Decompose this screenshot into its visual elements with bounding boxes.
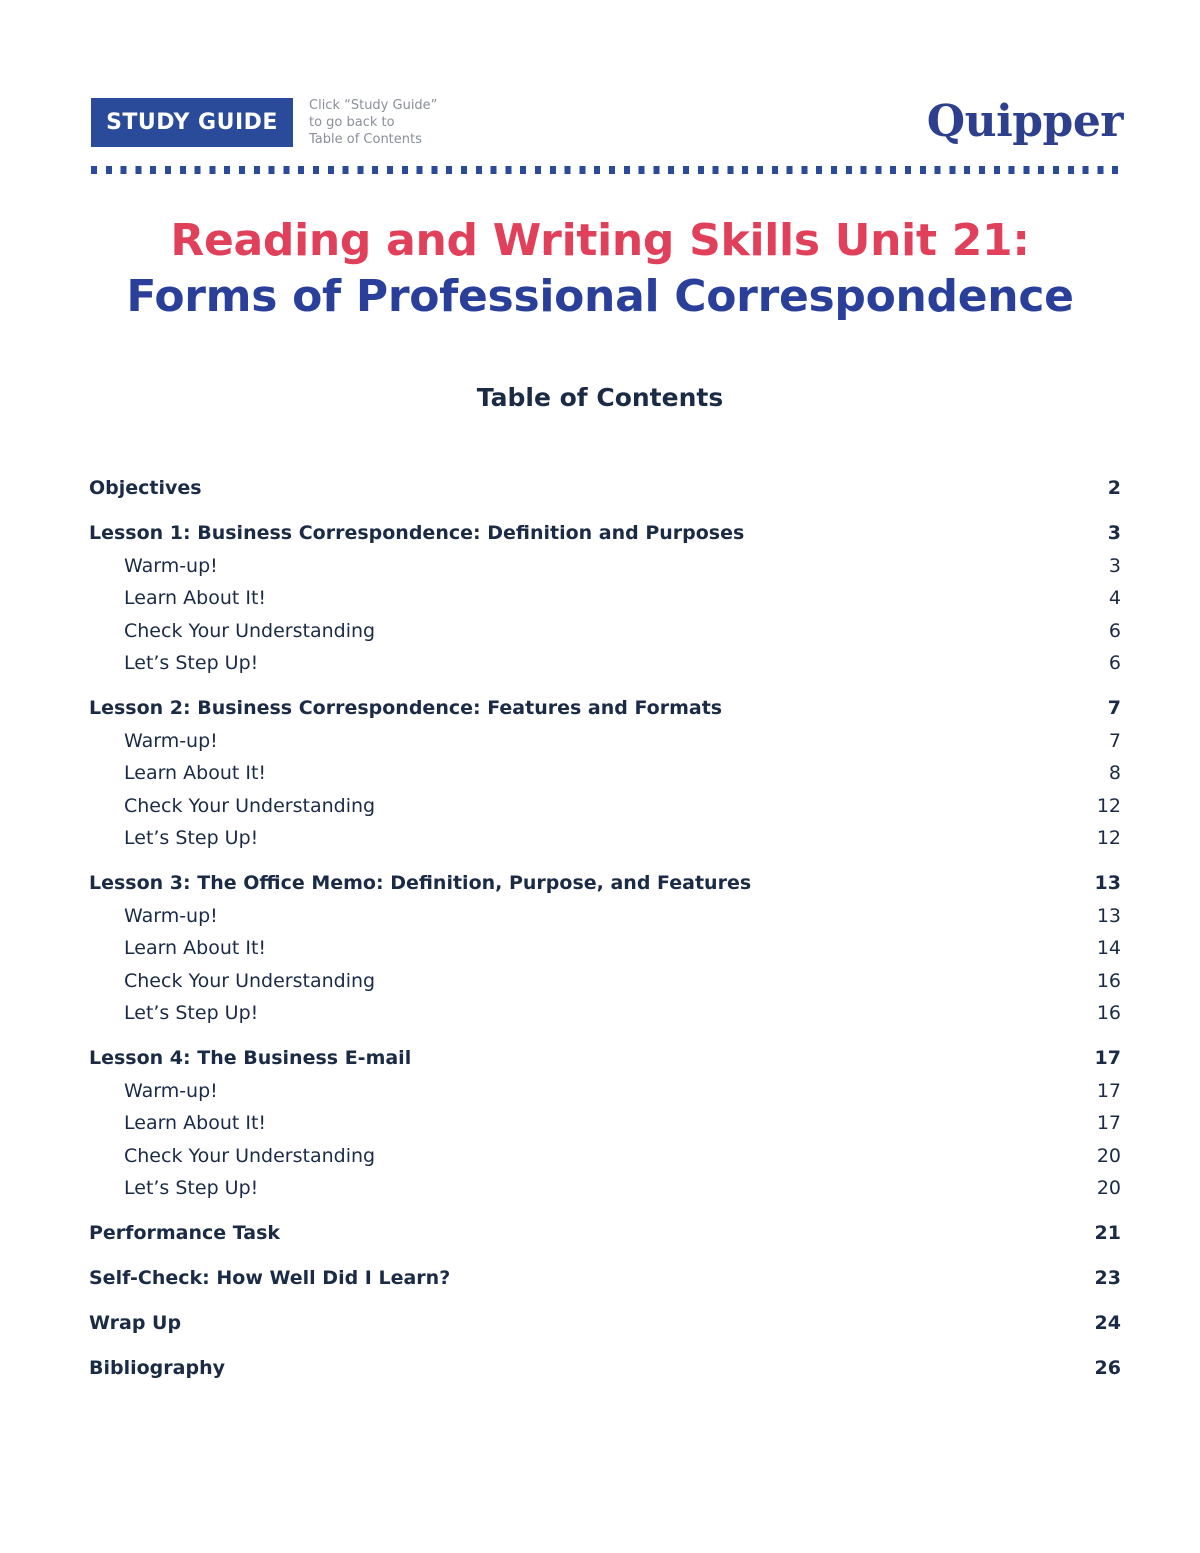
toc-entry-label: Learn About It! [124,762,267,785]
toc-section-link[interactable] [89,472,1121,505]
toc-entry-label: Let’s Step Up! [124,1177,259,1200]
toc-entry-page-number: 26 [1094,1357,1121,1380]
toc-entry-label: Bibliography [89,1357,225,1380]
toc-entry-page-number: 24 [1094,1312,1121,1335]
toc-entry-page-number: 16 [1096,1002,1121,1025]
hint-line: Table of Contents [309,132,422,147]
toc-section-link[interactable] [89,1307,1121,1340]
toc-entry-label: Wrap Up [89,1312,182,1335]
toc-entry-label: Learn About It! [124,1112,267,1135]
toc-entry-page-number: 20 [1096,1177,1121,1200]
toc-subsection-link[interactable] [89,900,1121,933]
study-guide-button[interactable]: STUDY GUIDE [91,98,293,147]
toc-subsection-link[interactable] [89,1172,1121,1205]
toc-section-link[interactable] [89,517,1121,550]
unit-title: Reading and Writing Skills Unit 21: [170,215,1030,266]
toc-entry-label: Let’s Step Up! [124,827,259,850]
hint-line: Click “Study Guide” [309,98,438,113]
toc-section-link[interactable] [89,1262,1121,1295]
toc-subsection-link[interactable] [89,1140,1121,1173]
toc-entry-label: Performance Task [89,1222,281,1245]
toc-entry-page-number: 12 [1096,794,1121,817]
toc-entry-label: Learn About It! [124,937,267,960]
toc-subsection-link[interactable] [89,582,1121,615]
toc-entry-page-number: 6 [1108,652,1121,675]
toc-entry-label: Warm-up! [124,729,218,752]
toc-entry-page-number: 13 [1094,872,1121,895]
toc-section-link[interactable] [89,867,1121,900]
toc-entry-page-number: 13 [1096,904,1121,927]
toc-entry-label: Learn About It! [124,587,267,610]
toc-entry-label: Self-Check: How Well Did I Learn? [89,1267,451,1290]
toc-entry-label: Lesson 4: The Business E-mail [89,1047,412,1070]
toc-entry-label: Objectives [89,477,202,500]
table-of-contents [89,472,1121,1385]
toc-entry-page-number: 3 [1107,522,1121,545]
toc-entry-page-number: 2 [1107,477,1121,500]
hint-line: to go back to [309,115,395,130]
toc-subsection-link[interactable] [89,1075,1121,1108]
toc-entry-label: Check Your Understanding [124,619,376,642]
toc-entry-label: Lesson 3: The Office Memo: Definition, Purpose, and Features [89,872,752,895]
toc-section-link[interactable] [89,1352,1121,1385]
toc-entry-page-number: 8 [1108,762,1121,785]
toc-subsection-link[interactable] [89,822,1121,855]
toc-subsection-link[interactable] [89,790,1121,823]
toc-section-link[interactable] [89,1042,1121,1075]
toc-entry-label: Warm-up! [124,1079,218,1102]
toc-entry-page-number: 23 [1094,1267,1121,1290]
toc-entry-page-number: 12 [1096,827,1121,850]
toc-entry-label: Warm-up! [124,904,218,927]
toc-entry-page-number: 14 [1096,937,1121,960]
toc-heading: Table of Contents [476,383,724,412]
toc-entry-page-number: 17 [1096,1079,1121,1102]
toc-subsection-link[interactable] [89,647,1121,680]
study-guide-hint [309,97,437,148]
toc-entry-page-number: 17 [1096,1112,1121,1135]
toc-subsection-link[interactable] [89,997,1121,1030]
toc-entry-label: Lesson 1: Business Correspondence: Definition and Purposes [89,522,745,545]
toc-subsection-link[interactable] [89,725,1121,758]
toc-entry-page-number: 6 [1108,619,1121,642]
toc-subsection-link[interactable] [89,757,1121,790]
toc-subsection-link[interactable] [89,932,1121,965]
toc-section-link[interactable] [89,692,1121,725]
quipper-logo: Quipper [926,96,1123,147]
toc-subsection-link[interactable] [89,965,1121,998]
toc-entry-page-number: 16 [1096,969,1121,992]
toc-entry-page-number: 17 [1094,1047,1121,1070]
toc-entry-label: Lesson 2: Business Correspondence: Features and Formats [89,697,723,720]
toc-entry-label: Let’s Step Up! [124,652,259,675]
unit-subtitle: Forms of Professional Correspondence [126,271,1074,322]
toc-subsection-link[interactable] [89,615,1121,648]
toc-section-link[interactable] [89,1217,1121,1250]
toc-entry-page-number: 7 [1107,697,1121,720]
toc-entry-label: Check Your Understanding [124,1144,376,1167]
toc-entry-page-number: 4 [1108,587,1121,610]
toc-entry-page-number: 20 [1096,1144,1121,1167]
toc-entry-page-number: 21 [1094,1222,1121,1245]
dotted-divider [91,166,1123,174]
toc-entry-label: Let’s Step Up! [124,1002,259,1025]
toc-entry-page-number: 7 [1108,729,1121,752]
toc-entry-label: Check Your Understanding [124,969,376,992]
toc-subsection-link[interactable] [89,1107,1121,1140]
toc-subsection-link[interactable] [89,550,1121,583]
toc-entry-label: Warm-up! [124,554,218,577]
toc-entry-page-number: 3 [1108,554,1121,577]
toc-entry-label: Check Your Understanding [124,794,376,817]
